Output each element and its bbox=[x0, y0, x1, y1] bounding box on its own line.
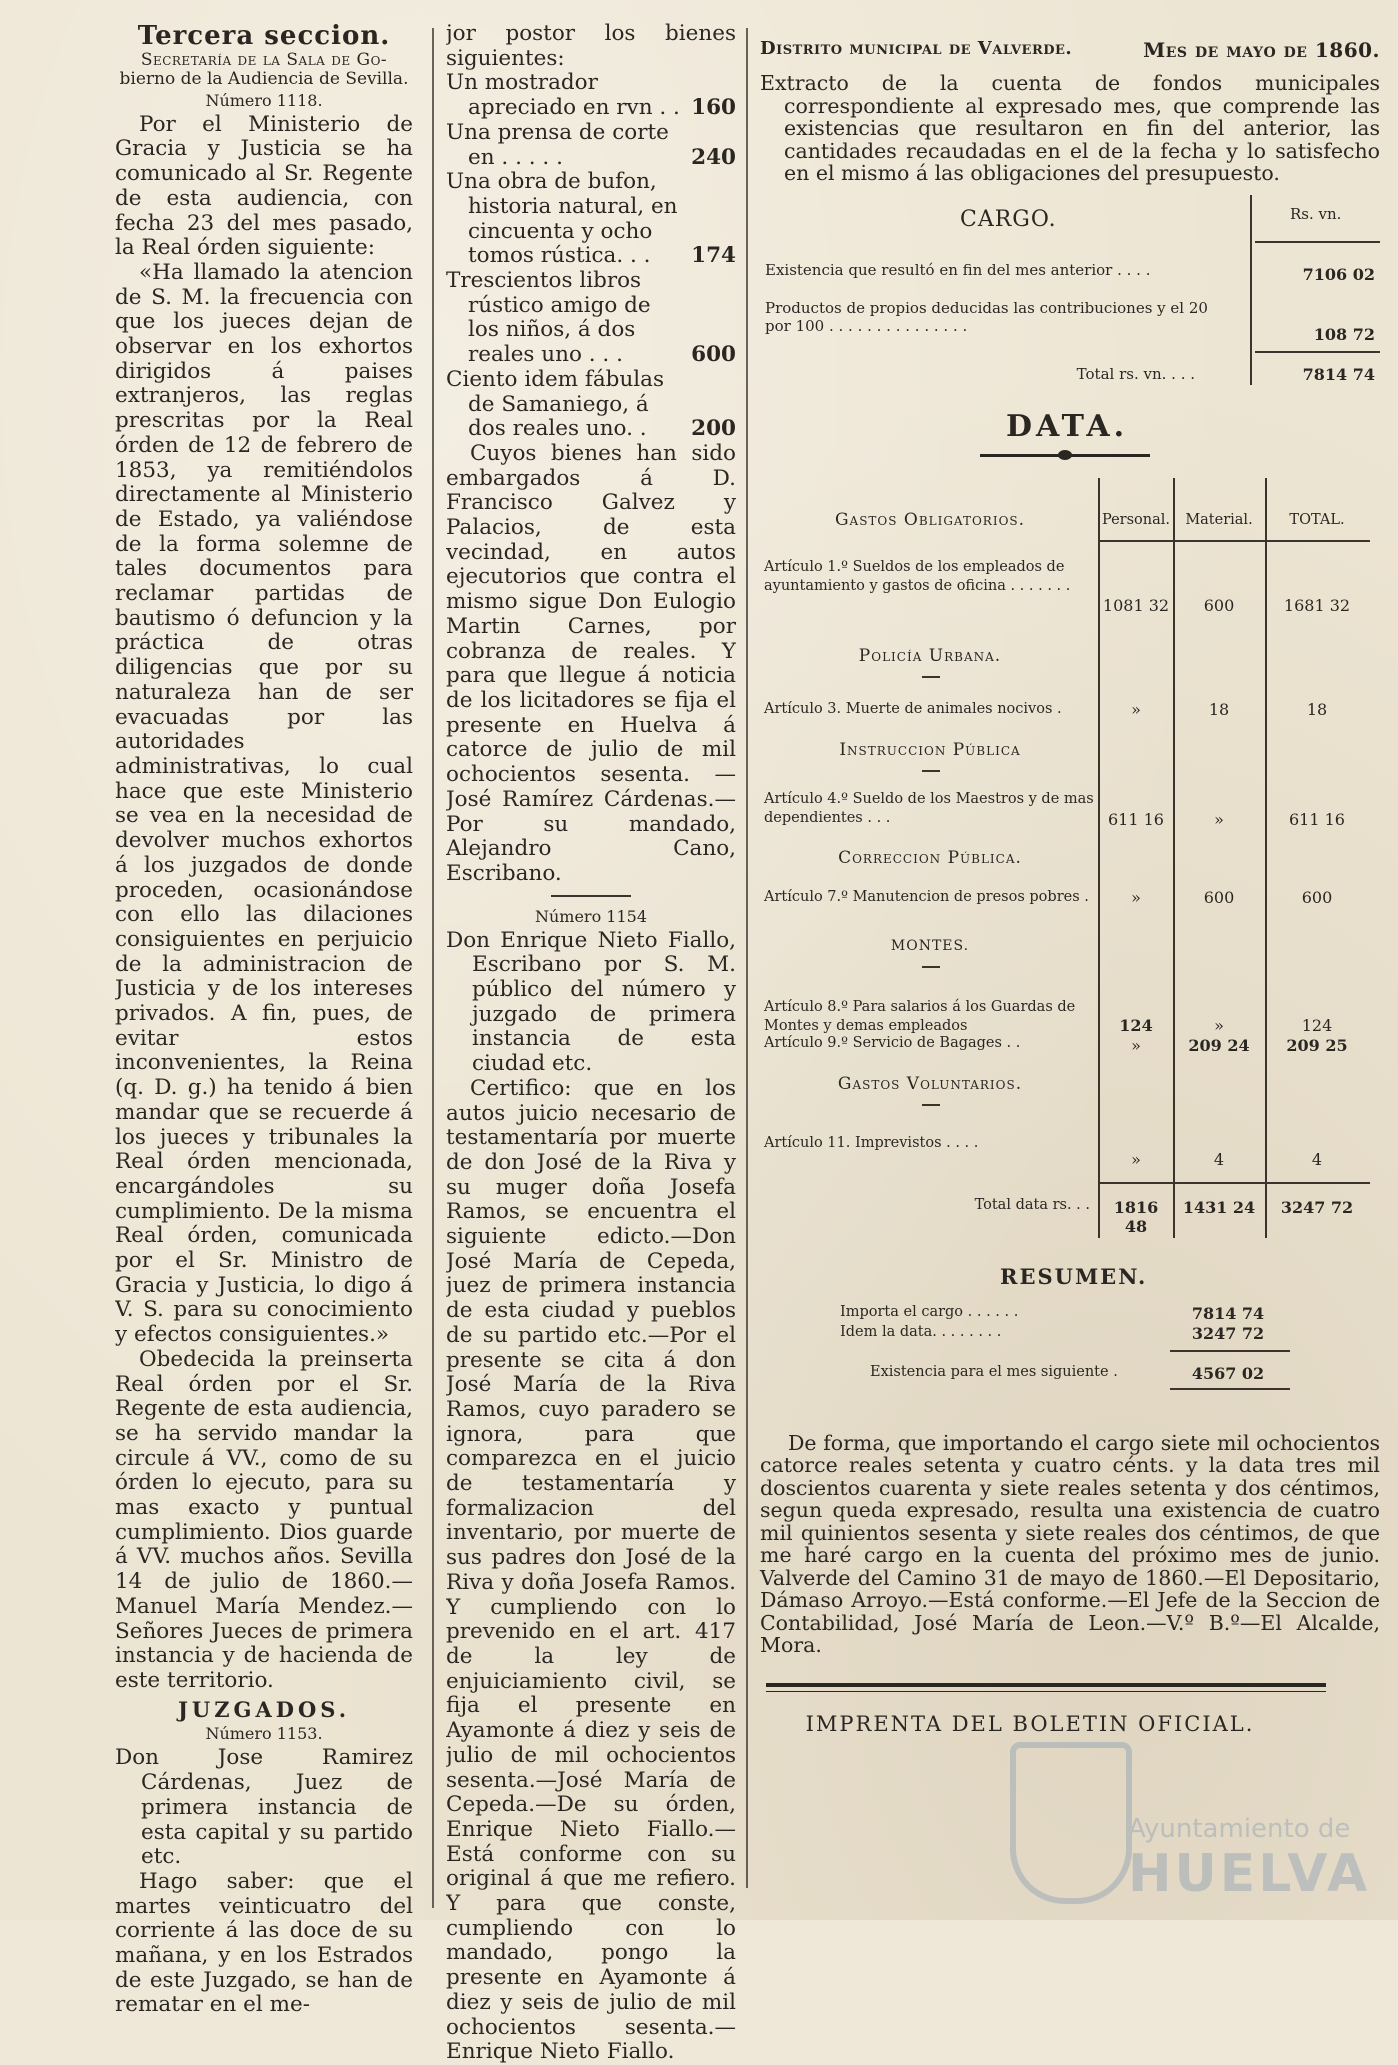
section-subtitle-1: Secretaría de la Sala de Go- bbox=[140, 49, 388, 70]
cell: » bbox=[1214, 809, 1224, 829]
section-correccion: Correccion Pública. bbox=[838, 847, 1022, 868]
shield-icon bbox=[1010, 1742, 1132, 1904]
section-title: Tercera seccion. bbox=[137, 22, 391, 51]
table-rule bbox=[1255, 241, 1380, 243]
cell: 124 bbox=[1301, 1015, 1333, 1035]
item-desc: Trescientos libros rústico amigo de los niños, á dos reales uno . . . bbox=[446, 268, 651, 368]
table-rule bbox=[1265, 478, 1267, 1238]
cell: 1431 24 bbox=[1182, 1197, 1256, 1217]
section-policia: Policía Urbana. bbox=[858, 645, 1002, 666]
cell: 124 bbox=[1119, 1015, 1153, 1035]
table-rule bbox=[1173, 478, 1175, 1238]
res-exist-label: Existencia para el mes siguiente . bbox=[870, 1363, 1118, 1380]
cell: 4 bbox=[1213, 1149, 1225, 1169]
watermark-line-1: Ayuntamiento de bbox=[1128, 1814, 1351, 1844]
ornament-divider bbox=[980, 452, 1150, 458]
data-table bbox=[760, 478, 1380, 1258]
section-subtitle-2: bierno de la Audiencia de Sevilla. bbox=[119, 68, 409, 89]
dash bbox=[922, 1104, 940, 1106]
notice-number: Número 1154 bbox=[534, 906, 648, 926]
item-price: 160 bbox=[691, 95, 736, 121]
cargo-total-label: Total rs. vn. . . . bbox=[1076, 364, 1195, 383]
paragraph: Obedecida la preinserta Real órden por el Sr. Regente de esta audiencia, se ha servido mandar la circule á VV., como de su órden lo ejecuto, para su mas exacto y puntual cumplimiento. Dios guarde á VV. muchos años. Sevilla 14 de julio de 1860.—Manuel María Mendez.—Señores Jueces de primera instancia y de hacienda de este territorio. bbox=[115, 1346, 413, 1693]
cell: » bbox=[1131, 1149, 1141, 1169]
cargo-title: CARGO. bbox=[960, 206, 1057, 232]
table-header-personal: Personal. bbox=[1101, 511, 1171, 528]
resumen-title: RESUMEN. bbox=[1000, 1263, 1148, 1289]
cell: » bbox=[1131, 1035, 1141, 1055]
dash bbox=[922, 770, 940, 772]
notice-number: Número 1153. bbox=[205, 1724, 323, 1744]
cell: 1816 48 bbox=[1113, 1197, 1159, 1236]
cell: 1081 32 bbox=[1102, 595, 1170, 615]
cell: 1681 32 bbox=[1283, 595, 1351, 615]
item-price: 200 bbox=[691, 416, 736, 442]
list-item bbox=[446, 269, 736, 368]
list-item bbox=[446, 71, 736, 120]
table-rule bbox=[1100, 540, 1370, 542]
column-left bbox=[115, 22, 413, 2018]
extract-text: Extracto de la cuenta de fondos municipales correspondiente al expresado mes, que comprende las existencias que resultaron en fin del anterior, las cantidades recaudadas en el de la fecha y lo satisfecho en el mismo á las obligaciones del presupuesto. bbox=[760, 71, 1380, 185]
total-data-label: Total data rs. . . bbox=[974, 1196, 1090, 1213]
item-desc: Un mostrador apreciado en rvn . . bbox=[446, 70, 680, 121]
item-desc: Una obra de bufon, historia natural, en cincuenta y ocho tomos rústica. . . bbox=[446, 169, 678, 269]
rule bbox=[766, 1683, 1326, 1687]
item-price: 240 bbox=[691, 144, 736, 170]
dash bbox=[922, 676, 940, 678]
table-rule bbox=[1250, 195, 1252, 385]
extract-paragraph bbox=[760, 72, 1380, 185]
table-rule bbox=[1255, 351, 1380, 353]
table-rule bbox=[1098, 478, 1100, 1238]
cargo-total-value: 7814 74 bbox=[1302, 364, 1375, 384]
table-rule bbox=[1170, 1388, 1290, 1390]
cell: 18 bbox=[1208, 699, 1230, 719]
row-articulo-1: Artículo 1.º Sueldos de los empleados de ayuntamiento y gastos de oficina . . . . . . . bbox=[764, 558, 1071, 594]
district-header bbox=[760, 38, 1380, 62]
cargo-row-label: Existencia que resultó en fin del mes anterior . . . . bbox=[765, 260, 1151, 279]
cargo-unit: Rs. vn. bbox=[1290, 204, 1342, 223]
row-articulo-9: Artículo 9.º Servicio de Bagages . . bbox=[764, 1034, 1021, 1051]
watermark-line-2: HUELVA bbox=[1128, 1844, 1371, 1904]
cell: » bbox=[1214, 1015, 1224, 1035]
item-price: 174 bbox=[691, 243, 736, 269]
divider bbox=[551, 895, 631, 897]
table-header-total: TOTAL. bbox=[1289, 511, 1345, 528]
month-label: Mes de mayo de 1860. bbox=[1143, 38, 1380, 62]
juzgados-heading: JUZGADOS. bbox=[177, 1696, 351, 1722]
rule bbox=[766, 1691, 1326, 1692]
list-item bbox=[446, 121, 736, 170]
item-price: 600 bbox=[691, 342, 736, 368]
column-divider bbox=[746, 28, 748, 1888]
paragraph: Don Enrique Nieto Fiallo, Escribano por S. M. público del número y juzgado de primera instancia de esta ciudad etc. bbox=[446, 927, 736, 1077]
table-header-material: Material. bbox=[1185, 511, 1253, 528]
cell: 18 bbox=[1306, 699, 1328, 719]
cell: » bbox=[1131, 887, 1141, 907]
table-rule bbox=[1170, 1350, 1290, 1352]
res-exist-value: 4567 02 bbox=[1191, 1363, 1265, 1383]
cell: 600 bbox=[1203, 595, 1235, 615]
row-articulo-11: Artículo 11. Imprevistos . . . . bbox=[764, 1134, 979, 1151]
paragraph: jor postor los bienes siguientes: bbox=[446, 22, 736, 71]
row-articulo-4: Artículo 4.º Sueldo de los Maestros y de mas dependientes . . . bbox=[764, 790, 1094, 826]
cell: 600 bbox=[1301, 887, 1333, 907]
res-cargo-label: Importa el cargo . . . . . . bbox=[840, 1303, 1019, 1320]
cell: 4 bbox=[1311, 1149, 1323, 1169]
cell: 611 16 bbox=[1108, 809, 1164, 829]
paragraph: Don Jose Ramirez Cárdenas, Juez de primera instancia de esta capital y su partido etc. bbox=[115, 1745, 413, 1870]
column-divider bbox=[432, 28, 434, 1908]
row-articulo-7: Artículo 7.º Manutencion de presos pobres . bbox=[764, 888, 1089, 905]
paragraph: Certifico: que en los autos juicio necesario de testamentaría por muerte de don José de la Riva y su muger doña Josefa Ramos, se encuentra el siguiente edicto.—Don José María de Cepeda, juez de primera instancia de esta ciudad y pueblos de su partido etc.—Por el presente se cita á don José María de la Riva Ramos, cuyo paradero se ignora, para que comparezca en el juicio de testamentaría y formalizacion del inventario, por muerte de sus padres don José de la Riva y doña Josefa Ramos. Y cumpliendo con lo prevenido en el art. 417 de la ley de enjuiciamiento civil, se fija el presente en Ayamonte á diez y seis de julio de mil ochocientos sesenta.—José María de Cepeda.—De su órden, Enrique Nieto Fiallo.—Está conforme con su original á que me refiero. Y para que conste, cumpliendo con lo mandado, pongo la presente en Ayamonte á diez y seis de julio de mil ochocientos sesenta.—Enrique Nieto Fiallo. bbox=[446, 1075, 736, 2065]
cargo-table bbox=[760, 195, 1380, 405]
list-item bbox=[446, 368, 736, 442]
resumen-block bbox=[760, 1264, 1380, 1414]
table-header-gastos: Gastos Obligatorios. bbox=[834, 509, 1026, 530]
cargo-row-value: 7106 02 bbox=[1302, 264, 1375, 284]
cell: 611 16 bbox=[1289, 809, 1345, 829]
printer-imprint: IMPRENTA DEL BOLETIN OFICIAL. bbox=[805, 1711, 1255, 1736]
paragraph: «Ha llamado la atencion de S. M. la frecuencia con que los jueces dejan de observar en los exhortos dirigidos á paises extranjeros, las reglas prescritas por la Real órden de 12 de febrero de 1853, ya remitiéndolos directamente al Ministerio de Estado, ya valiéndose de la forma solemne de tales documentos para reclamar partidas de bautismo ó defuncion y la práctica de otras diligencias que por su naturaleza han de ser evacuadas por las autoridades administrativas, lo cual hace que este Ministerio se vea en la necesidad de devolver muchos exhortos á los juzgados de donde proceden, ocasionándose con ello las dilaciones consiguientes en perjuicio de la administracion de Justicia y de los intereses privados. A fin, pues, de evitar estos inconvenientes, la Reina (q. D. g.) ha tenido á bien mandar que se recuerde á los jueces y tribunales la Real órden mencionada, encargándoles su cumplimiento. De la misma Real órden, comunicada por el Sr. Ministro de Gracia y Justicia, lo digo á V. S. para su conocimiento y efectos consiguientes.» bbox=[115, 259, 413, 1348]
data-title: DATA. bbox=[1006, 408, 1129, 444]
cell: 209 24 bbox=[1188, 1035, 1250, 1055]
column-middle bbox=[446, 22, 736, 2065]
row-articulo-3: Artículo 3. Muerte de animales nocivos . bbox=[764, 700, 1062, 717]
dash bbox=[922, 966, 940, 968]
row-articulo-8: Artículo 8.º Para salarios á los Guardas de Montes y demas empleados bbox=[764, 998, 1076, 1034]
watermark-logo bbox=[1000, 1722, 1370, 1912]
district-name: Distrito municipal de Valverde. bbox=[760, 38, 1073, 59]
list-item bbox=[446, 170, 736, 269]
item-desc: Una prensa de corte en . . . . . bbox=[446, 119, 669, 170]
section-montes: MONTES. bbox=[890, 937, 970, 954]
paragraph: Por el Ministerio de Gracia y Justicia se ha comunicado al Sr. Regente de esta audiencia, con fecha 23 del mes pasado, la Real órden siguiente: bbox=[115, 111, 413, 261]
notice-number: Número 1118. bbox=[205, 90, 323, 110]
res-data-label: Idem la data. . . . . . . . bbox=[840, 1323, 1002, 1340]
section-instruccion: Instruccion Pública bbox=[839, 739, 1021, 760]
column-right bbox=[760, 38, 1380, 1736]
cell: 600 bbox=[1203, 887, 1235, 907]
closing-text: De forma, que importando el cargo siete mil ochocientos catorce reales setenta y cuatro cénts. y la data tres mil doscientos cuarenta y siete reales setenta y dos céntimos, segun queda expresado, resulta una existencia de cuatro mil quinientos sesenta y siete reales dos céntimos, de que me haré cargo en la cuenta del próximo mes de junio. Valverde del Camino 31 de mayo de 1860.—El Depositario, Dámaso Arroyo.—Está conforme.—El Jefe de la Seccion de Contabilidad, José María de Leon.—V.º B.º—El Alcalde, Mora. bbox=[760, 1430, 1380, 1657]
res-data-value: 3247 72 bbox=[1191, 1323, 1265, 1343]
cell: 209 25 bbox=[1286, 1035, 1348, 1055]
cargo-row-value: 108 72 bbox=[1313, 324, 1375, 344]
item-desc: Ciento idem fábulas de Samaniego, á dos reales uno. . bbox=[446, 366, 665, 442]
cargo-row-label: Productos de propios deducidas las contribuciones y el 20 por 100 . . . . . . . . . . . . . . . bbox=[765, 298, 1208, 335]
paragraph: Hago saber: que el martes veinticuatro del corriente á las doce de su mañana, y en los Estrados de este Juzgado, se han de rematar en el me- bbox=[115, 1868, 413, 2018]
cell: 3247 72 bbox=[1280, 1197, 1354, 1217]
closing-paragraph bbox=[760, 1432, 1380, 1657]
res-cargo-value: 7814 74 bbox=[1191, 1303, 1265, 1323]
paragraph: Cuyos bienes han sido embargados á D. Francisco Galvez y Palacios, de esta vecindad, en autos ejecutorios que contra el mismo sigue Don Eulogio Martin Carnes, por cobranza de reales. Y para que llegue á noticia de los licitadores se fija el presente en Huelva á catorce de julio de mil ochocientos sesenta. —José Ramírez Cárdenas.— Por su mandado, Alejandro Cano, Escribano. bbox=[446, 440, 736, 886]
section-voluntarios: Gastos Voluntarios. bbox=[837, 1073, 1023, 1094]
table-rule bbox=[1100, 1182, 1370, 1184]
cell: » bbox=[1131, 699, 1141, 719]
